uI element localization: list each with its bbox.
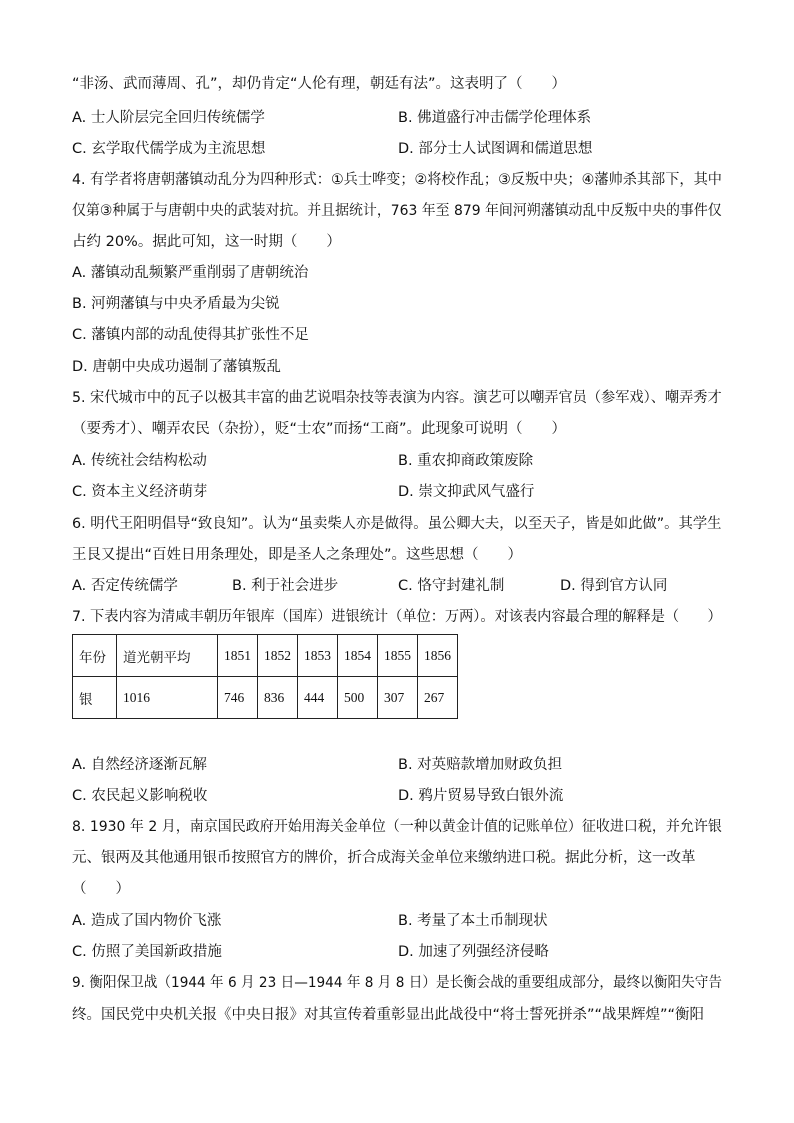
table-header-cell: 年份	[73, 635, 117, 677]
q4-option-d[interactable]: D. 唐朝中央成功遏制了藩镇叛乱	[72, 359, 281, 375]
q8-option-a[interactable]: A. 造成了国内物价飞涨	[72, 913, 222, 929]
q4-option-a[interactable]: A. 藩镇动乱频繁严重削弱了唐朝统治	[72, 265, 309, 281]
table-header-row	[73, 635, 458, 677]
table-cell: 500	[338, 677, 378, 719]
q7-option-a[interactable]: A. 自然经济逐渐瓦解	[72, 757, 207, 773]
q3-option-b[interactable]: B. 佛道盛行冲击儒学伦理体系	[398, 110, 592, 126]
q6-option-d[interactable]: D. 得到官方认同	[560, 578, 668, 594]
table-header-cell: 道光朝平均	[117, 635, 218, 677]
q6-option-a[interactable]: A. 否定传统儒学	[72, 578, 178, 594]
q5-option-b[interactable]: B. 重农抑商政策废除	[398, 453, 534, 469]
q7-option-b[interactable]: B. 对英赔款增加财政负担	[398, 757, 563, 773]
table-cell: 1016	[117, 677, 218, 719]
q8-stem-line-1: 8. 1930 年 2 月，南京国民政府开始用海关金单位（一种以黄金计值的记账单位）征收进口税，并允许银	[72, 819, 722, 835]
table-cell: 307	[378, 677, 418, 719]
table-header-cell: 1855	[378, 635, 418, 677]
silver-income-table	[72, 634, 458, 719]
q4-stem-line-2: 仅第③种属于与唐朝中央的武装对抗。并且据统计，763 年至 879 年间河朔藩镇动乱中反叛中央的事件仅	[72, 203, 722, 219]
q8-stem-line-3: （ ）	[72, 881, 130, 897]
q9-stem-line-2: 终。国民党中央机关报《中央日报》对其宣传着重彰显出此战役中“将士誓死拼杀”“战果辉煌”“衡阳	[72, 1007, 705, 1023]
q5-option-c[interactable]: C. 资本主义经济萌芽	[72, 484, 208, 500]
table-header-cell: 1852	[258, 635, 298, 677]
q4-stem-line-3: 占约 20%。据此可知，这一时期（ ）	[72, 234, 341, 250]
table-cell: 267	[418, 677, 458, 719]
q3-option-a[interactable]: A. 士人阶层完全回归传统儒学	[72, 110, 265, 126]
table-cell: 银	[73, 677, 117, 719]
q8-option-c[interactable]: C. 仿照了美国新政措施	[72, 944, 222, 960]
table-header-cell: 1851	[218, 635, 258, 677]
q4-stem-line-1: 4. 有学者将唐朝藩镇动乱分为四种形式：①兵士哗变；②将校作乱；③反叛中央；④藩帅杀其部下，其中	[72, 172, 722, 188]
q6-stem-line-2: 王艮又提出“百姓日用条理处，即是圣人之条理处”。这些思想（ ）	[72, 547, 523, 563]
q6-option-c[interactable]: C. 恪守封建礼制	[398, 578, 505, 594]
q5-stem-line-1: 5. 宋代城市中的瓦子以极其丰富的曲艺说唱杂技等表演为内容。演艺可以嘲弄官员（参军戏）、嘲弄秀才	[72, 390, 722, 406]
table-header-cell: 1853	[298, 635, 338, 677]
table-cell: 836	[258, 677, 298, 719]
q6-stem-line-1: 6. 明代王阳明倡导“致良知”。认为“虽卖柴人亦是做得。虽公卿大夫，以至天子，皆是如此做”。其学生	[72, 516, 722, 532]
q6-option-b[interactable]: B. 利于社会进步	[232, 578, 339, 594]
table-cell: 444	[298, 677, 338, 719]
q3-stem-continuation: “非汤、武而薄周、孔”，却仍肯定“人伦有理，朝廷有法”。这表明了（ ）	[72, 76, 567, 92]
table-header-cell: 1856	[418, 635, 458, 677]
q7-stem-line-1: 7. 下表内容为清咸丰朝历年银库（国库）进银统计（单位：万两）。对该表内容最合理的解释是（ ）	[72, 609, 722, 625]
table-cell: 746	[218, 677, 258, 719]
q3-option-c[interactable]: C. 玄学取代儒学成为主流思想	[72, 141, 266, 157]
q8-option-d[interactable]: D. 加速了列强经济侵略	[398, 944, 549, 960]
table-row	[73, 677, 458, 719]
q5-option-d[interactable]: D. 崇文抑武风气盛行	[398, 484, 535, 500]
q8-stem-line-2: 元、银两及其他通用银币按照官方的牌价，折合成海关金单位来缴纳进口税。据此分析，这一改革	[72, 850, 696, 866]
q5-option-a[interactable]: A. 传统社会结构松动	[72, 453, 207, 469]
q7-option-d[interactable]: D. 鸦片贸易导致白银外流	[398, 788, 564, 804]
table-header-cell: 1854	[338, 635, 378, 677]
q9-stem-line-1: 9. 衡阳保卫战（1944 年 6 月 23 日—1944 年 8 月 8 日）是长衡会战的重要组成部分，最终以衡阳失守告	[72, 975, 722, 991]
q4-option-b[interactable]: B. 河朔藩镇与中央矛盾最为尖锐	[72, 296, 280, 312]
q7-option-c[interactable]: C. 农民起义影响税收	[72, 788, 208, 804]
q3-option-d[interactable]: D. 部分士人试图调和儒道思想	[398, 141, 593, 157]
q4-option-c[interactable]: C. 藩镇内部的动乱使得其扩张性不足	[72, 327, 309, 343]
q5-stem-line-2: （要秀才）、嘲弄农民（杂扮），贬“士农”而扬“工商”。此现象可说明（ ）	[72, 421, 567, 437]
q8-option-b[interactable]: B. 考量了本土币制现状	[398, 913, 548, 929]
